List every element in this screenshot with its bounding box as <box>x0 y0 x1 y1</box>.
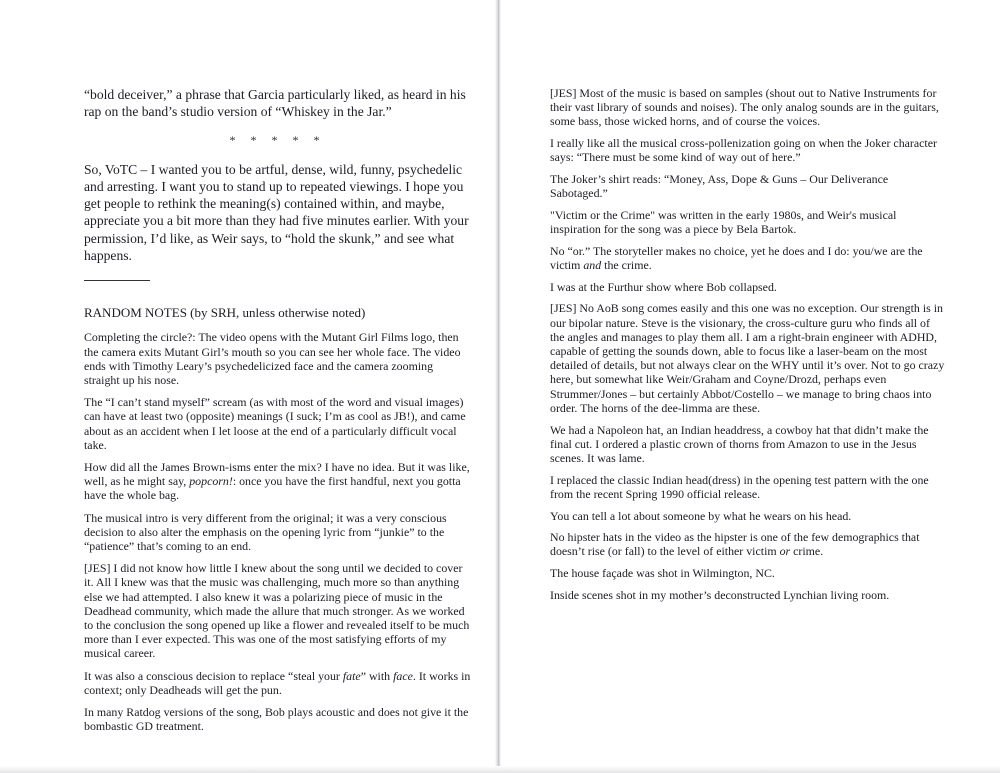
note-paragraph: It was also a conscious decision to replace “steal your fate” with face. It works in context; only Deadheads will get the pun. <box>84 668 471 697</box>
note-paragraph: No hipster hats in the video as the hipster is one of the few demographics that doesn’t rise (or fall) to the level of either victim or crime. <box>550 530 920 559</box>
right-page <box>503 0 1000 773</box>
note-paragraph: The Joker’s shirt reads: “Money, Ass, Dope & Guns – Our Deliverance Sabotaged.” <box>550 172 889 201</box>
left-page <box>0 0 495 773</box>
note-paragraph: How did all the James Brown-isms enter the mix? I have no idea. But it was like, well, as he might say, popcorn!: once you have the first handful, next you gotta have the whole bag. <box>84 460 470 503</box>
note-paragraph: Completing the circle?: The video opens with the Mutant Girl Films logo, then the camera exits Mutant Girl’s mouth so you can see her whole face. The video ends with Timothy Leary’s psychedelicized face and the camera zooming straight up his nose. <box>84 330 461 387</box>
note-paragraph: [JES] No AoB song comes easily and this one was no exception. Our strength is in our bipolar nature. Steve is the visionary, the cross-culture guru who finds all of the angles and manages to play them all. I am a right-brain engineer with ADHD, capable of getting the sounds down, able to focus like a laser-beam on the most detailed of details, but not always clear on the WHY until it’s over. Not to go crazy here, but somewhat like Weir/Graham and Coyne/Drozd, perhaps even Strummer/Jones – but certainly Abbot/Costello – we manage to bring chaos into order. The horns of the dee-limma are these. <box>550 301 945 415</box>
note-paragraph: [JES] I did not know how little I knew about the song until we decided to cover it. All I knew was that the music was challenging, much more so than anything else we had attempted. I also knew it was a polarizing piece of music in the Deadhead community, which made the allure that much stronger. As we worked to the conclusion the song opened up like a flower and revealed itself to be much more than I ever expected. This was one of the most satisfying efforts of my musical career. <box>84 561 470 661</box>
note-paragraph: You can tell a lot about someone by what he wears on his head. <box>550 508 852 523</box>
section-separator: * * * * * <box>229 132 326 147</box>
note-paragraph: Inside scenes shot in my mother’s deconstructed Lynchian living room. <box>550 587 890 602</box>
note-paragraph: [JES] Most of the music is based on samples (shout out to Native Instruments for their vast library of sounds and noises). The only analog sounds are in the guitars, some bass, those wicked horns, and of course the voices. <box>550 86 939 129</box>
page-bottom-edge <box>0 766 1000 773</box>
note-paragraph: "Victim or the Crime" was written in the early 1980s, and Weir's musical inspiration for the song was a piece by Bela Bartok. <box>550 207 897 237</box>
note-paragraph: I replaced the classic Indian head(dress) in the opening test pattern with the one from the recent Spring 1990 official release. <box>550 472 929 501</box>
random-notes-heading: RANDOM NOTES (by SRH, unless otherwise noted) <box>84 305 366 321</box>
divider-rule <box>84 280 150 281</box>
page-gutter <box>495 0 501 773</box>
note-paragraph: No “or.” The storyteller makes no choice, yet he does and I do: you/we are the victim and the crime. <box>550 243 923 273</box>
note-paragraph: In many Ratdog versions of the song, Bob plays acoustic and does not give it the bombastic GD treatment. <box>84 705 469 734</box>
note-paragraph: The “I can’t stand myself” scream (as with most of the word and visual images) can have at least two (opposite) meanings (I suck; I’m as cool as JB!), and came about as an accident when I let loose at the end of a particularly difficult vocal take. <box>84 395 466 452</box>
note-paragraph: The musical intro is very different from the original; it was a very conscious decision to also alter the emphasis on the opening lyric from “junkie” to the “patience” that’s coming to an end. <box>84 510 447 554</box>
right-column <box>550 86 945 610</box>
intro-paragraph: “bold deceiver,” a phrase that Garcia particularly liked, as heard in his rap on the band’s studio version of “Whiskey in the Jar.” <box>84 87 466 120</box>
closing-paragraph: So, VoTC – I wanted you to be artful, dense, wild, funny, psychedelic and arresting. I want you to stand up to repeated viewings. I hope you get people to rethink the meaning(s) contained within, and maybe, appreciate you a bit more than they had five minutes earlier. With your permission, I’d like, as Weir says, to “hold the skunk,” and see what happens. <box>84 161 469 264</box>
note-paragraph: I really like all the musical cross-pollenization going on when the Joker character says: “There must be some kind of way out of here.” <box>550 136 937 165</box>
note-paragraph: I was at the Furthur show where Bob collapsed. <box>550 279 777 294</box>
note-paragraph: The house façade was shot in Wilmington, NC. <box>550 566 775 581</box>
note-paragraph: We had a Napoleon hat, an Indian headdress, a cowboy hat that didn’t make the final cut. I ordered a plastic crown of thorns from Amazon to use in the Jesus scenes. It was lame. <box>550 422 929 465</box>
left-column <box>84 86 471 741</box>
